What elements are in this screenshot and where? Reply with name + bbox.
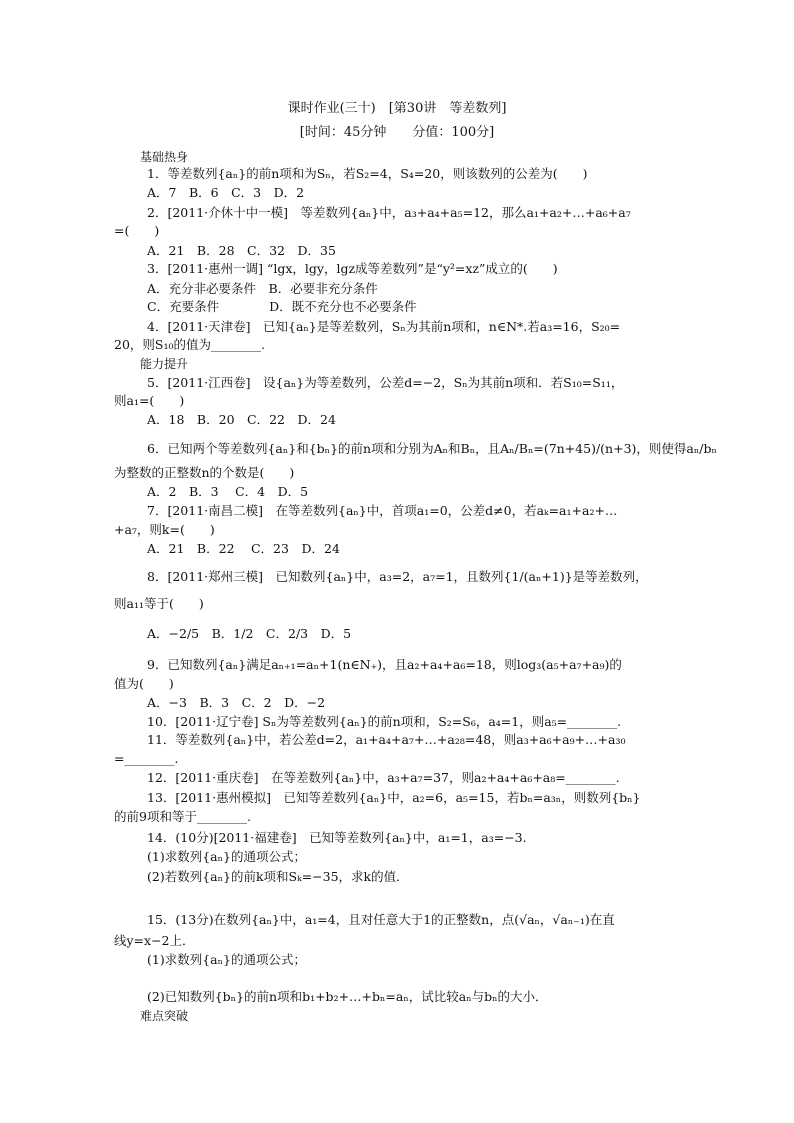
question-15-part-1: (1)求数列{aₙ}的通项公式； (147, 952, 306, 967)
question-3-options-2: C．充要条件 D．既不充分也不必要条件 (147, 299, 417, 314)
question-6-cont: 为整数的正整数n的个数是( ) (114, 465, 295, 480)
section-heading-basic: 基础热身 (140, 150, 189, 164)
question-3-options-1: A．充分非必要条件 B．必要非充分条件 (147, 281, 378, 296)
question-14-part-2: (2)若数列{aₙ}的前k项和Sₖ=−35，求k的值． (147, 869, 409, 884)
question-9-cont: 值为( ) (114, 676, 174, 691)
question-15: 15．(13分)在数列{aₙ}中，a₁=4，且对任意大于1的正整数n，点(√aₙ，√aₙ₋₁)在直 (147, 912, 615, 927)
question-2-options: A．21 B．28 C．32 D．35 (147, 243, 336, 258)
question-7-cont: +a₇，则k=( ) (114, 522, 215, 537)
question-15-cont: 线y=x−2上． (114, 933, 195, 948)
question-10: 10．[2011·辽宁卷] Sₙ为等差数列{aₙ}的前n项和，S₂=S₆，a₄=1，则a₅=________. (147, 714, 622, 729)
question-1-options: A．7 B．6 C．3 D．2 (147, 185, 305, 200)
question-7: 7．[2011·南昌二模] 在等差数列{aₙ}中，首项a₁=0，公差d≠0，若aₖ=a₁+a₂+… (147, 503, 618, 518)
question-6: 6．已知两个等差数列{aₙ}和{bₙ}的前n项和分别为Aₙ和Bₙ，且Aₙ/Bₙ=(7n+45)/(n+3)，则使得aₙ/bₙ (147, 441, 717, 456)
question-3: 3．[2011·惠州一调] “lgx，lgy，lgz成等差数列”是“y²=xz”成立的( ) (147, 261, 558, 276)
question-5: 5．[2011·江西卷] 设{aₙ}为等差数列，公差d=−2，Sₙ为其前n项和．若S₁₀=S₁₁， (147, 375, 624, 390)
question-8-cont: 则a₁₁等于( ) (114, 596, 204, 611)
question-2-cont: =( ) (114, 223, 160, 238)
question-15-part-2: (2)已知数列{bₙ}的前n项和b₁+b₂+…+bₙ=aₙ，试比较aₙ与bₙ的大小． (147, 989, 548, 1004)
question-8: 8．[2011·郑州三模] 已知数列{aₙ}中，a₃=2，a₇=1，且数列{1/(aₙ+1)}是等差数列， (147, 569, 648, 584)
question-14-part-1: (1)求数列{aₙ}的通项公式； (147, 849, 306, 864)
question-4: 4．[2011·天津卷] 已知{aₙ}是等差数列，Sₙ为其前n项和，n∈N*.若a₃=16，S₂₀= (147, 319, 621, 334)
question-2: 2．[2011·介休十中一模] 等差数列{aₙ}中，a₃+a₄+a₅=12，那么a₁+a₂+…+a₆+a₇ (147, 205, 631, 220)
question-13-cont: 的前9项和等于________. (114, 809, 251, 824)
section-heading-advanced: 能力提升 (140, 357, 189, 371)
time-score-line: [时间：45分钟 分值：100分] (299, 125, 495, 140)
question-12: 12．[2011·重庆卷] 在等差数列{aₙ}中，a₃+a₇=37，则a₂+a₄+a₆+a₈=________. (147, 770, 620, 785)
question-1: 1．等差数列{aₙ}的前n项和为Sₙ，若S₂=4，S₄=20，则该数列的公差为( ) (147, 166, 588, 181)
page-title: 课时作业(三十) [第30讲 等差数列] (287, 101, 507, 116)
question-11-cont: =________. (114, 751, 179, 766)
question-7-options: A．21 B．22 C．23 D．24 (147, 541, 340, 556)
question-8-options: A．−2/5 B．1/2 C．2/3 D．5 (147, 626, 352, 641)
question-13: 13．[2011·惠州模拟] 已知等差数列{aₙ}中，a₂=6，a₅=15，若bₙ=a₃ₙ，则数列{bₙ} (147, 790, 641, 805)
question-9: 9．已知数列{aₙ}满足aₙ₊₁=aₙ+1(n∈N₊)，且a₂+a₄+a₆=18，则log₃(a₅+a₇+a₉)的 (147, 657, 622, 672)
section-heading-difficult: 难点突破 (140, 1009, 189, 1023)
question-4-cont: 20，则S₁₀的值为________. (114, 337, 265, 352)
question-5-cont: 则a₁=( ) (114, 393, 185, 408)
question-9-options: A．−3 B．3 C．2 D．−2 (147, 695, 326, 710)
question-5-options: A．18 B．20 C．22 D．24 (147, 412, 336, 427)
question-14: 14．(10分)[2011·福建卷] 已知等差数列{aₙ}中，a₁=1，a₃=−3. (147, 830, 527, 845)
question-6-options: A．2 B．3 C．4 D．5 (147, 484, 309, 499)
question-11: 11．等差数列{aₙ}中，若公差d=2，a₁+a₄+a₇+…+a₂₈=48，则a₃+a₆+a₉+…+a₃₀ (147, 732, 626, 747)
